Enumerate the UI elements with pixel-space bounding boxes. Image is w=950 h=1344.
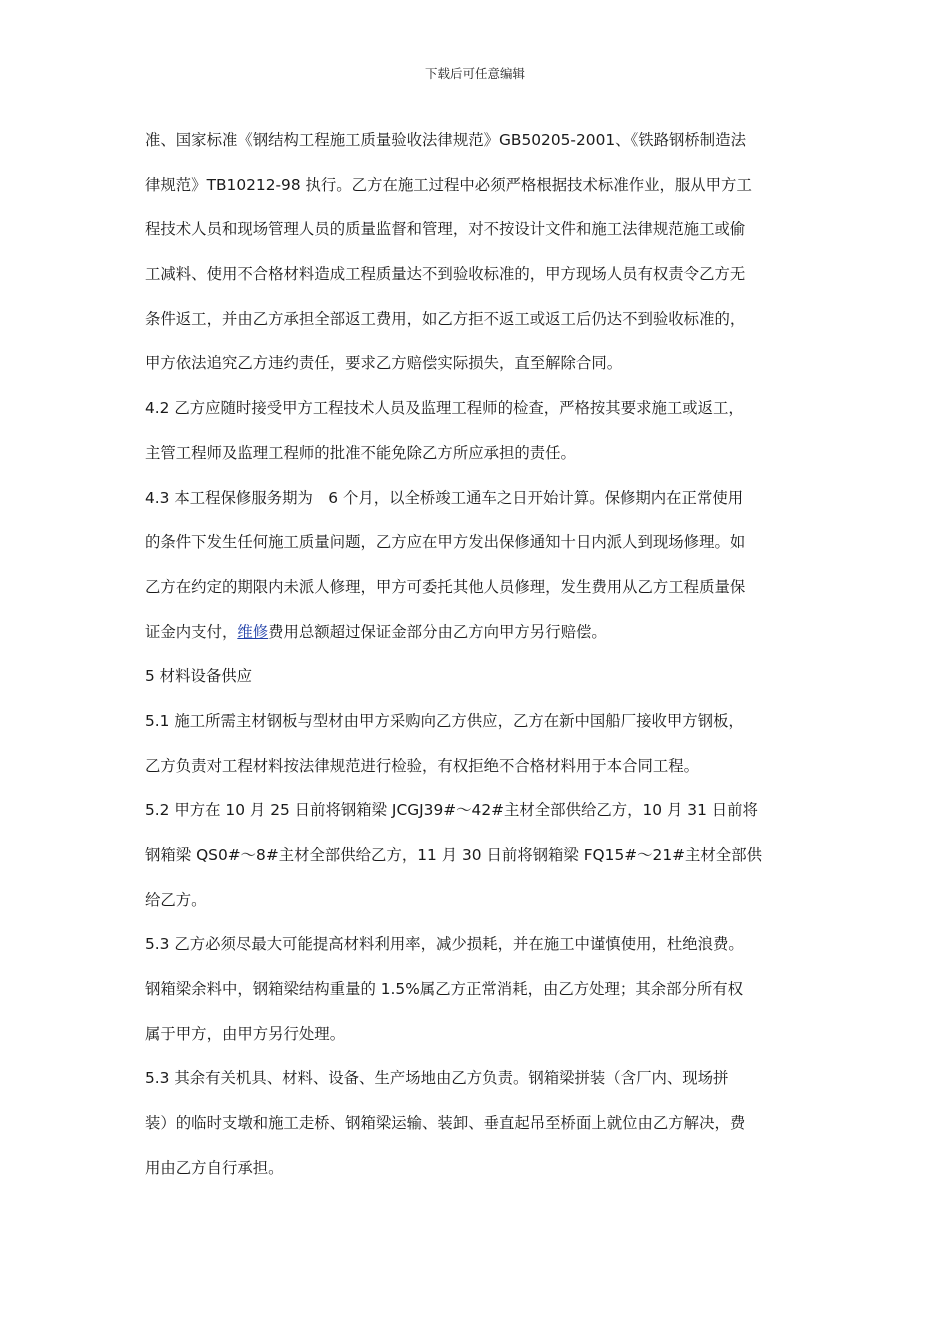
clause-5-3b-line-2: 装）的临时支墩和施工走桥、钢箱梁运输、装卸、垂直起吊至桥面上就位由乙方解决，费	[145, 1114, 746, 1133]
text-line-6: 甲方依法追究乙方违约责任，要求乙方赔偿实际损失，直至解除合同。	[145, 354, 623, 373]
text-line-1: 准、国家标准《钢结构工程施工质量验收法律规范》GB50205-2001、《铁路钢桥制造法	[145, 131, 746, 149]
clause-5-3-line-3: 属于甲方，由甲方另行处理。	[145, 1024, 346, 1043]
clause-4-2-line-2: 主管工程师及监理工程师的批准不能免除乙方所应承担的责任。	[145, 443, 576, 462]
line-text-after-link: 费用总额超过保证金部分由乙方向甲方另行赔偿。	[268, 622, 607, 641]
clause-5-1-line-2: 乙方负责对工程材料按法律规范进行检验，有权拒绝不合格材料用于本合同工程。	[145, 756, 700, 775]
clause-5-2-line-1: 5.2 甲方在 10 月 25 日前将钢箱梁 JCGJ39#～42#主材全部供给乙方，10 月 31 日前将	[145, 801, 758, 820]
maintenance-link[interactable]: 维修	[237, 622, 269, 641]
clause-5-3b-line-3: 用由乙方自行承担。	[145, 1158, 284, 1177]
text-line-2: 律规范》TB10212-98 执行。乙方在施工过程中必须严格根据技术标准作业，服从甲方工	[145, 175, 752, 194]
clause-4-3-line-2: 的条件下发生任何施工质量问题，乙方应在甲方发出保修通知十日内派人到现场修理。如	[145, 533, 746, 552]
clause-4-2-line-1: 4.2 乙方应随时接受甲方工程技术人员及监理工程师的检查，严格按其要求施工或返工，	[145, 399, 744, 418]
document-body	[145, 118, 813, 1191]
clause-4-3-line-4	[145, 610, 813, 655]
clause-5-3-line-1: 5.3 乙方必须尽最大可能提高材料利用率，减少损耗，并在施工中谨慎使用，杜绝浪费。	[145, 935, 744, 954]
clause-5-2-line-2: 钢箱梁 QS0#～8#主材全部供给乙方，11 月 30 日前将钢箱梁 FQ15#～21#主材全部供	[145, 846, 762, 864]
clause-4-3-line-3: 乙方在约定的期限内未派人修理，甲方可委托其他人员修理，发生费用从乙方工程质量保	[145, 577, 746, 596]
page-header: 下载后可任意编辑	[424, 66, 525, 81]
text-line-4: 工减料、使用不合格材料造成工程质量达不到验收标准的，甲方现场人员有权责令乙方无	[145, 265, 746, 284]
line-text-before-link: 证金内支付，	[145, 622, 238, 641]
clause-5-3b-line-1: 5.3 其余有关机具、材料、设备、生产场地由乙方负责。钢箱梁拼装（含厂内、现场拼	[145, 1069, 729, 1088]
clause-5-1-line-1: 5.1 施工所需主材钢板与型材由甲方采购向乙方供应，乙方在新中国船厂接收甲方钢板，	[145, 711, 744, 730]
clause-5-2-line-3: 给乙方。	[145, 890, 207, 909]
text-line-5: 条件返工，并由乙方承担全部返工费用，如乙方拒不返工或返工后仍达不到验收标准的，	[145, 309, 746, 328]
clause-4-3-line-1: 4.3 本工程保修服务期为 6 个月，以全桥竣工通车之日开始计算。保修期内在正常使用	[145, 488, 744, 507]
clause-5-3-line-2: 钢箱梁余料中，钢箱梁结构重量的 1.5%属乙方正常消耗，由乙方处理；其余部分所有权	[145, 980, 744, 999]
section-5-heading: 5 材料设备供应	[145, 667, 253, 686]
text-line-3: 程技术人员和现场管理人员的质量监督和管理，对不按设计文件和施工法律规范施工或偷	[145, 220, 746, 239]
